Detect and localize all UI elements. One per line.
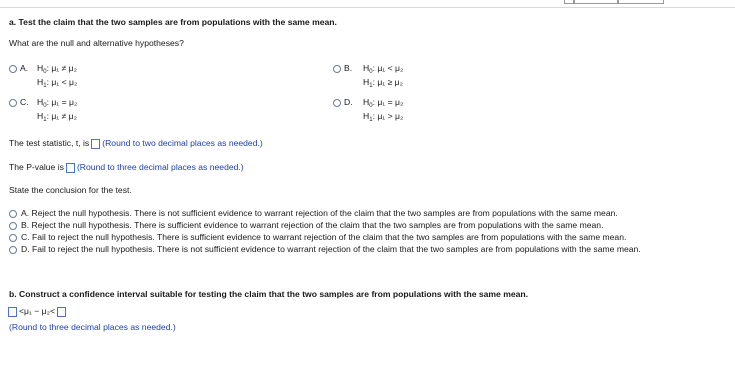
conclusion-prompt: State the conclusion for the test. bbox=[9, 185, 132, 195]
test-statistic-hint: (Round to two decimal places as needed.) bbox=[102, 138, 263, 148]
conclusion-option-a[interactable] bbox=[9, 208, 721, 220]
p-value-hint: (Round to three decimal places as needed.) bbox=[76, 162, 244, 172]
top-divider bbox=[0, 7, 735, 8]
hypothesis-option-c[interactable] bbox=[9, 97, 29, 107]
test-statistic-label: The test statistic, t, is bbox=[9, 138, 90, 148]
p-value-label: The P-value is bbox=[9, 162, 64, 172]
radio-conclusion-a[interactable] bbox=[9, 210, 17, 218]
radio-conclusion-c[interactable] bbox=[9, 234, 17, 242]
radio-a[interactable] bbox=[9, 65, 17, 73]
option-letter: C. bbox=[20, 97, 29, 107]
option-b-h0: $H_0$: μ₁ < μ₂ bbox=[363, 63, 404, 75]
radio-b[interactable] bbox=[333, 65, 341, 73]
radio-conclusion-b[interactable] bbox=[9, 222, 17, 230]
confidence-interval-row bbox=[8, 306, 68, 317]
part-a-title: a. Test the claim that the two samples are from populations with the same mean. bbox=[9, 17, 337, 27]
option-a-h0: $H_0$: μ₁ ≠ μ₂ bbox=[37, 63, 77, 75]
option-b-h1: $H_1$: μ₁ ≥ μ₂ bbox=[363, 77, 403, 89]
hypotheses-question: What are the null and alternative hypotheses? bbox=[9, 38, 184, 48]
option-d-h0: $H_0$: μ₁ = μ₂ bbox=[363, 97, 404, 109]
option-letter: A. bbox=[21, 208, 30, 218]
conclusion-option-b[interactable] bbox=[9, 220, 721, 232]
option-letter: C. bbox=[21, 232, 30, 242]
conclusion-text: Fail to reject the null hypothesis. There is sufficient evidence to warrant rejection of the claim that the two samples are from populations with the same mean. bbox=[31, 232, 627, 242]
conclusion-option-d[interactable] bbox=[9, 244, 721, 256]
hypothesis-option-b[interactable] bbox=[333, 63, 352, 73]
option-letter: D. bbox=[344, 97, 353, 107]
p-value-input[interactable] bbox=[66, 163, 75, 173]
radio-d[interactable] bbox=[333, 99, 341, 107]
hypothesis-option-a[interactable] bbox=[9, 63, 28, 73]
radio-conclusion-d[interactable] bbox=[9, 246, 17, 254]
top-cell-marker bbox=[564, 0, 574, 4]
top-strip bbox=[0, 0, 735, 6]
option-letter: B. bbox=[344, 63, 353, 73]
ci-lower-input[interactable] bbox=[8, 307, 17, 317]
part-b-title: b. Construct a confidence interval suitable for testing the claim that the two samples are from populations with the same mean. bbox=[9, 289, 529, 299]
ci-hint: (Round to three decimal places as needed.) bbox=[9, 322, 176, 332]
ci-upper-input[interactable] bbox=[57, 307, 66, 317]
option-a-h1: $H_1$: μ₁ < μ₂ bbox=[37, 77, 78, 89]
conclusion-text: Reject the null hypothesis. There is not sufficient evidence to warrant rejection of the claim that the two samples are from populations with the same mean. bbox=[31, 208, 618, 218]
option-letter: D. bbox=[21, 244, 30, 254]
conclusion-text: Reject the null hypothesis. There is sufficient evidence to warrant rejection of the claim that the two samples are from populations with the same mean. bbox=[31, 220, 604, 230]
conclusion-option-c[interactable] bbox=[9, 232, 721, 244]
top-cell-1 bbox=[574, 0, 618, 4]
option-letter: B. bbox=[21, 220, 30, 230]
ci-middle-text: <μ₁ − μ₂< bbox=[19, 306, 55, 316]
test-statistic-row bbox=[9, 138, 263, 149]
conclusion-text: Fail to reject the null hypothesis. There is not sufficient evidence to warrant rejection of the claim that the two samples are from populations with the same mean. bbox=[31, 244, 641, 254]
hypothesis-option-d[interactable] bbox=[333, 97, 353, 107]
option-letter: A. bbox=[20, 63, 29, 73]
option-c-h1: $H_1$: μ₁ ≠ μ₂ bbox=[37, 111, 77, 123]
top-cell-2 bbox=[618, 0, 664, 4]
option-c-h0: $H_0$: μ₁ = μ₂ bbox=[37, 97, 78, 109]
option-d-h1: $H_1$: μ₁ > μ₂ bbox=[363, 111, 404, 123]
test-statistic-input[interactable] bbox=[91, 139, 100, 149]
radio-c[interactable] bbox=[9, 99, 17, 107]
p-value-row bbox=[9, 162, 244, 173]
